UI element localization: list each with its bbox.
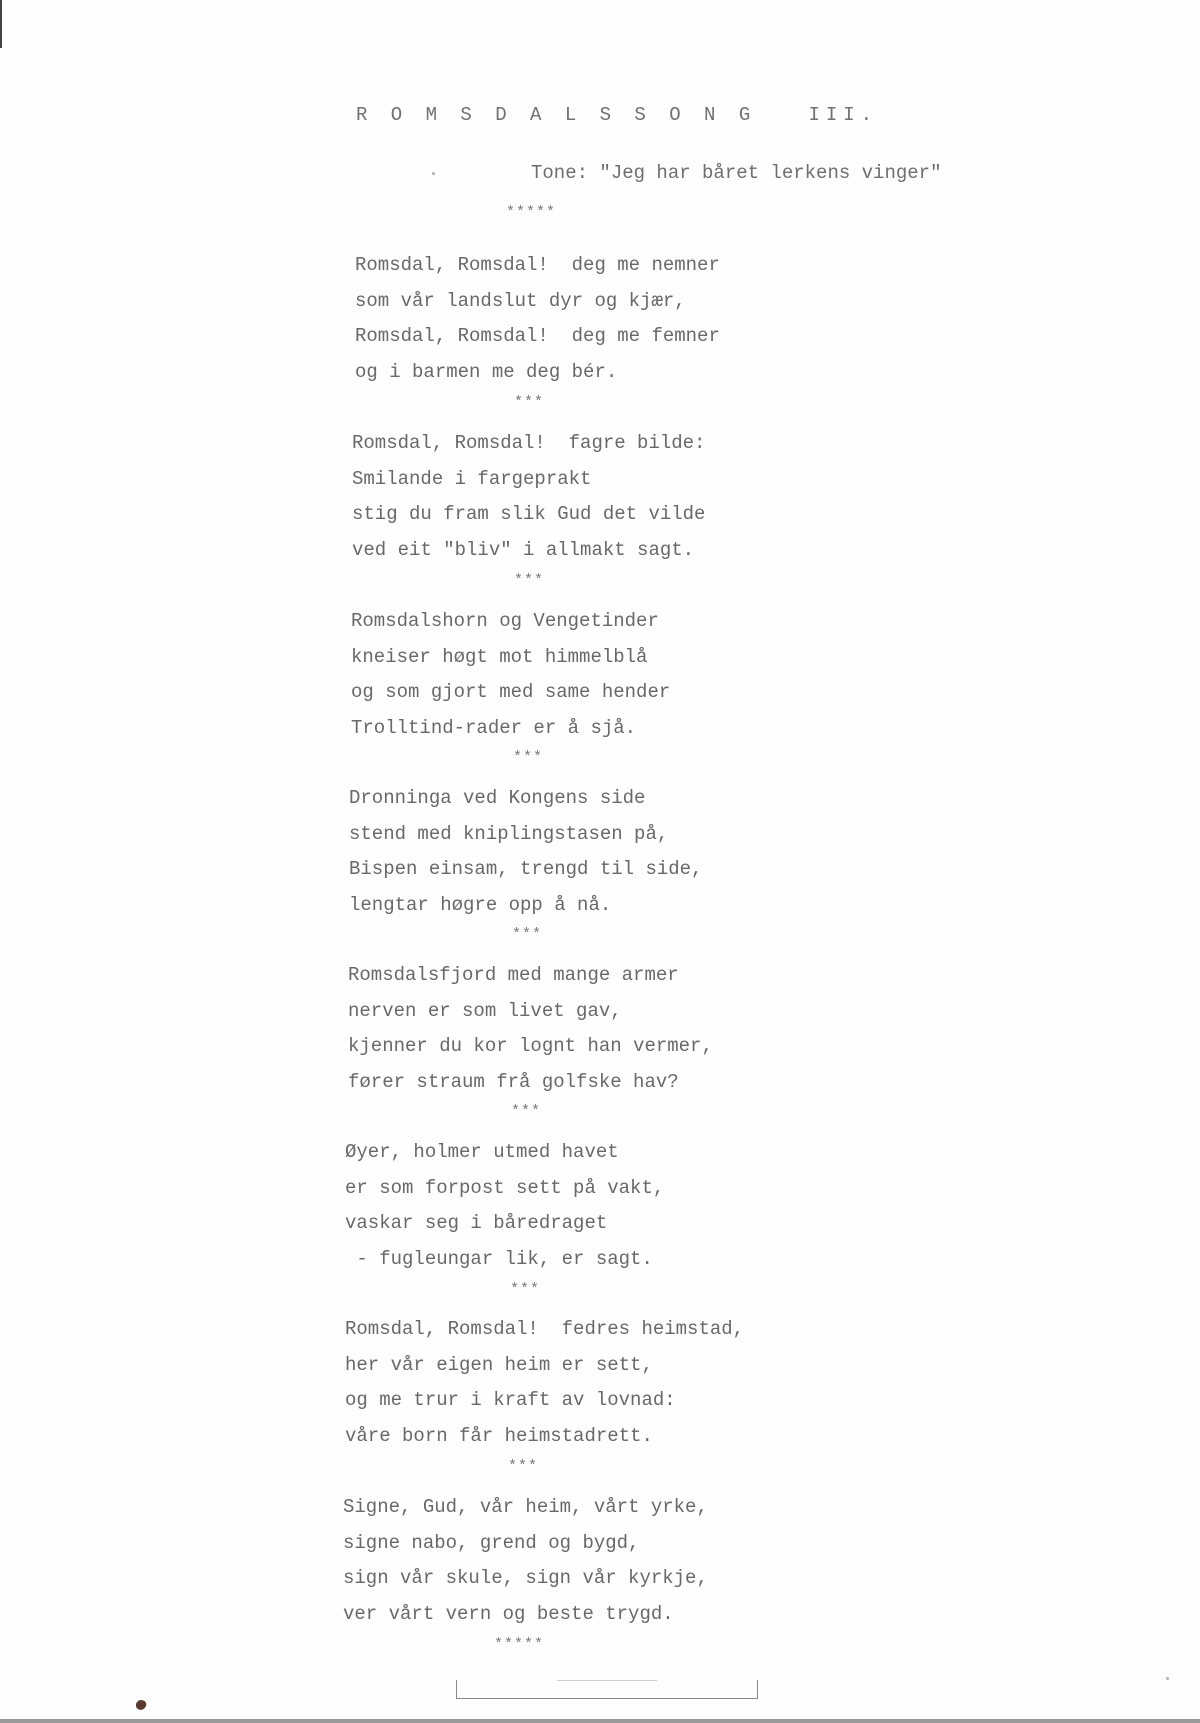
divider-stanza: *** xyxy=(514,572,545,589)
verse-line: Romsdal, Romsdal! fagre bilde: xyxy=(352,432,706,454)
verse-line: lengtar høgre opp å nå. xyxy=(349,893,612,916)
verse-line: - fugleungar lik, er sagt. xyxy=(345,1247,653,1270)
scan-edge-mark xyxy=(0,0,2,48)
divider-stanza: *** xyxy=(508,1458,539,1475)
verse-line: kneiser høgt mot himmelblå xyxy=(351,645,648,668)
stray-dot xyxy=(432,172,435,175)
verse-line: og som gjort med same hender xyxy=(351,681,671,703)
verse-line: Romsdal, Romsdal! deg me nemner xyxy=(355,254,720,276)
verse-line: fører straum frå golfske hav? xyxy=(348,1070,679,1093)
stanza-6 xyxy=(345,1135,664,1277)
verse-line: som vår landslut dyr og kjær, xyxy=(355,289,686,312)
verse-line: signe nabo, grend og bygd, xyxy=(343,1531,640,1554)
ink-blot xyxy=(135,1699,148,1712)
verse-line: Romsdalshorn og Vengetinder xyxy=(351,610,659,632)
verse-line: ver vårt vern og beste trygd. xyxy=(343,1602,674,1625)
verse-line: Signe, Gud, vår heim, vårt yrke, xyxy=(343,1496,708,1518)
verse-line: stend med kniplingstasen på, xyxy=(349,822,669,845)
stanza-4 xyxy=(349,781,702,923)
divider-top: ***** xyxy=(506,204,557,221)
verse-line: sign vår skule, sign vår kyrkje, xyxy=(343,1567,708,1589)
verse-line: Romsdalsfjord med mange armer xyxy=(348,964,679,986)
divider-stanza: *** xyxy=(513,749,544,766)
divider-stanza: *** xyxy=(514,394,545,411)
verse-line: stig du fram slik Gud det vilde xyxy=(352,503,706,525)
verse-line: er som forpost sett på vakt, xyxy=(345,1176,665,1199)
verse-line: Øyer, holmer utmed havet xyxy=(345,1141,619,1163)
verse-line: Bispen einsam, trengd til side, xyxy=(349,858,703,880)
footer-bracket xyxy=(456,1680,758,1699)
stanza-5 xyxy=(348,958,713,1100)
verse-line: og i barmen me deg bér. xyxy=(355,360,618,383)
tone-line: Tone: "Jeg har båret lerkens vinger" xyxy=(531,162,942,184)
divider-stanza: *** xyxy=(510,1281,541,1298)
verse-line: Romsdal, Romsdal! fedres heimstad, xyxy=(345,1318,745,1340)
verse-line: nerven er som livet gav, xyxy=(348,999,622,1022)
verse-line: våre born får heimstadrett. xyxy=(345,1424,653,1447)
verse-line: vaskar seg i båredraget xyxy=(345,1212,608,1234)
verse-line: Trolltind-rader er å sjå. xyxy=(351,716,637,739)
song-title: R O M S D A L S S O N G III. xyxy=(356,104,879,126)
divider-stanza: *** xyxy=(511,1103,542,1120)
divider-stanza: *** xyxy=(512,926,543,943)
stanza-7 xyxy=(345,1312,744,1454)
verse-line: og me trur i kraft av lovnad: xyxy=(345,1389,676,1411)
verse-line: Smilande i fargeprakt xyxy=(352,467,592,490)
stray-dot xyxy=(1166,1677,1169,1680)
stanza-2 xyxy=(352,426,705,568)
verse-line: ved eit "bliv" i allmakt sagt. xyxy=(352,538,695,561)
stanza-1 xyxy=(355,248,720,390)
scan-bottom-border xyxy=(0,1719,1200,1723)
stanza-8 xyxy=(343,1490,708,1632)
verse-line: her vår eigen heim er sett, xyxy=(345,1353,653,1376)
verse-line: kjenner du kor lognt han vermer, xyxy=(348,1035,713,1057)
verse-line: Dronninga ved Kongens side xyxy=(349,787,646,809)
stanza-3 xyxy=(351,604,670,746)
divider-end: ***** xyxy=(494,1636,545,1653)
verse-line: Romsdal, Romsdal! deg me femner xyxy=(355,325,720,347)
